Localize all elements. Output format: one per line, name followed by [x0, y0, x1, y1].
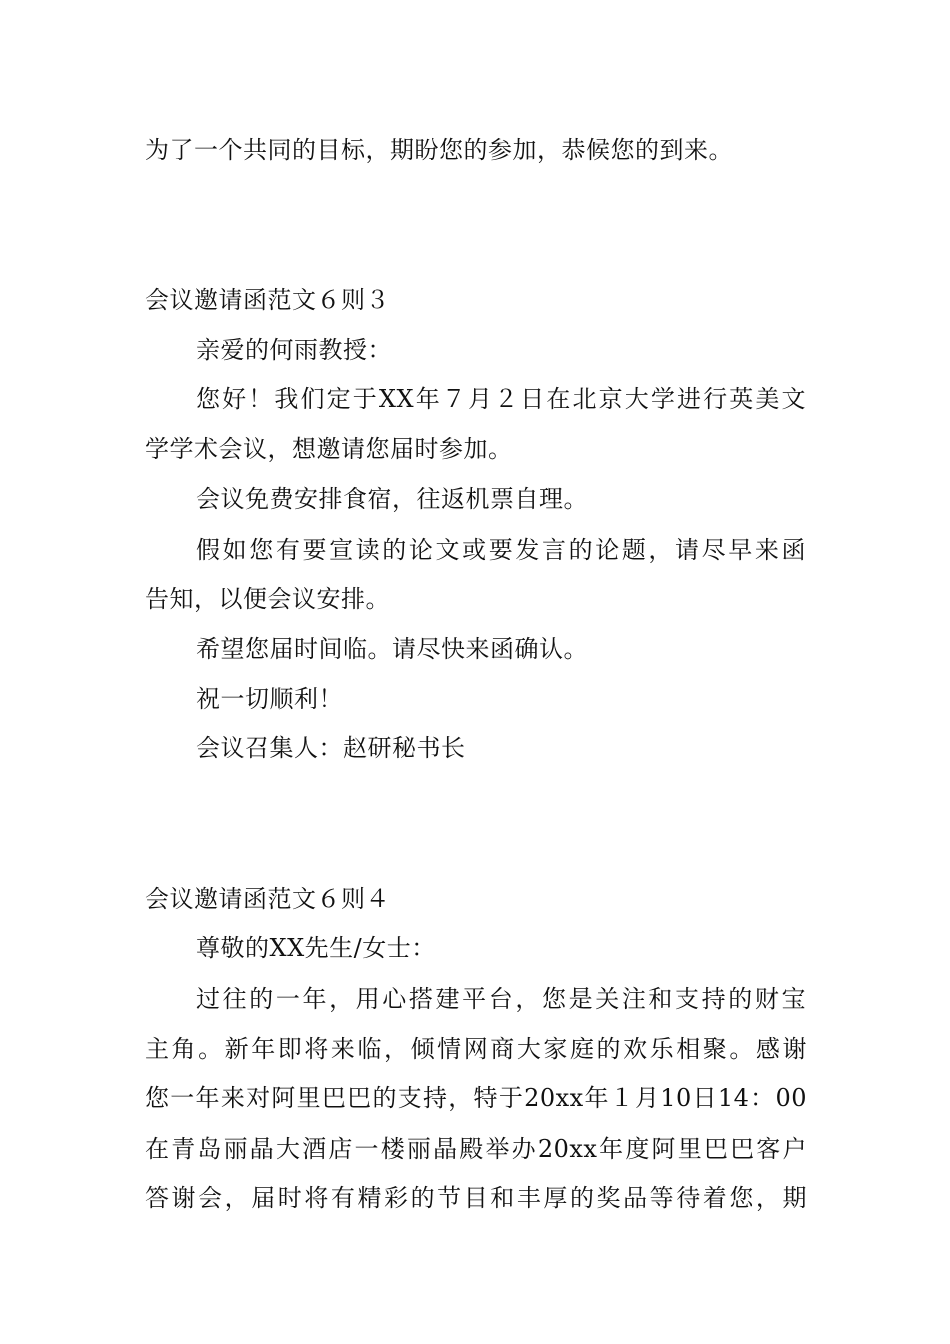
section4-paragraph1-line1: 过往的一年，用心搭建平台，您是关注和支持的财宝: [196, 985, 806, 1013]
section3-paragraph4: 希望您届时间临。请尽快来函确认。: [196, 635, 588, 663]
section4-paragraph1-line3: 您一年来对阿里巴巴的支持，特于20xx年１月10日14：00: [145, 1084, 807, 1112]
section3-paragraph1-line2: 学学术会议，想邀请您届时参加。: [145, 435, 513, 463]
section4-paragraph1-line4: 在青岛丽晶大酒店一楼丽晶殿举办20xx年度阿里巴巴客户: [145, 1135, 807, 1163]
section3-signature: 会议召集人：赵研秘书长: [196, 734, 466, 762]
section3-paragraph2: 会议免费安排食宿，往返机票自理。: [196, 485, 588, 513]
section3-paragraph1-line1: 您好！我们定于XX年７月２日在北京大学进行英美文: [196, 385, 806, 413]
section4-paragraph1-line5: 答谢会，届时将有精彩的节目和丰厚的奖品等待着您，期: [145, 1184, 807, 1212]
section3-paragraph3-line2: 告知，以便会议安排。: [145, 585, 390, 613]
section4-heading: 会议邀请函范文６则４: [145, 885, 390, 913]
section3-heading: 会议邀请函范文６则３: [145, 286, 390, 314]
intro-closing-line: 为了一个共同的目标，期盼您的参加，恭候您的到来。: [145, 136, 733, 164]
section4-salutation: 尊敬的XX先生/女士：: [196, 934, 436, 962]
section4-paragraph1-line2: 主角。新年即将来临，倾情网商大家庭的欢乐相聚。感谢: [145, 1035, 807, 1063]
section3-paragraph5: 祝一切顺利！: [196, 685, 343, 713]
section3-paragraph3-line1: 假如您有要宣读的论文或要发言的论题，请尽早来函: [196, 536, 806, 564]
section3-salutation: 亲爱的何雨教授：: [196, 336, 392, 364]
